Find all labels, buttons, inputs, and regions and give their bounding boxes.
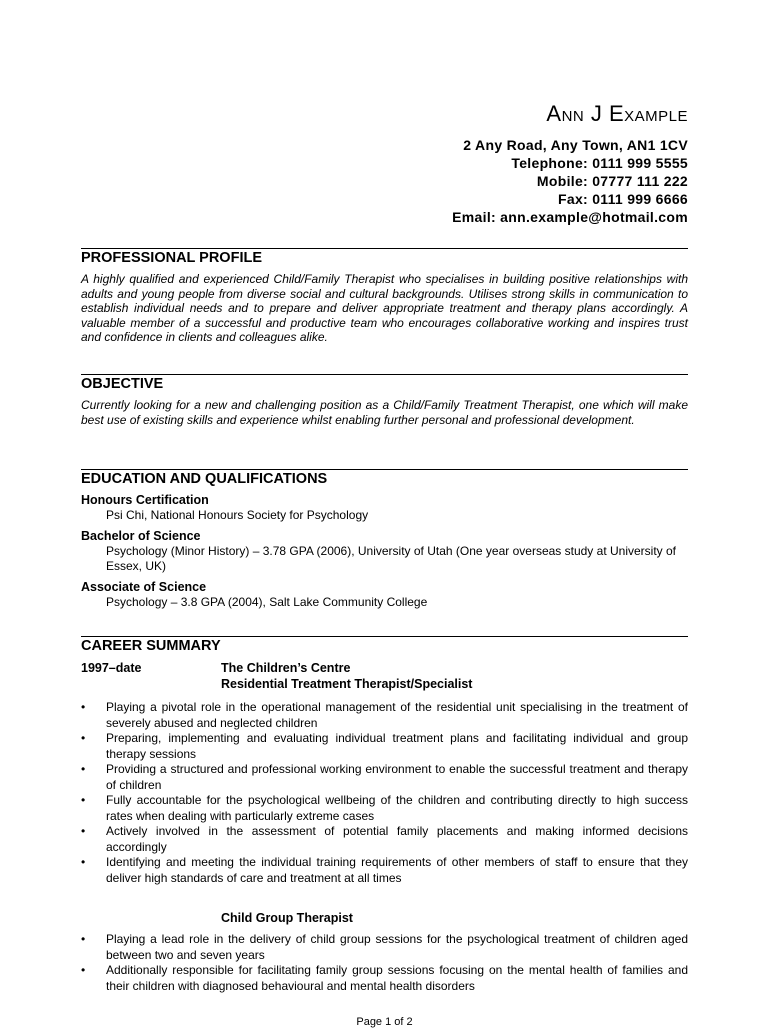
qualification-item	[81, 529, 688, 574]
job-bullet-list	[81, 700, 688, 886]
qualification-title: Associate of Science	[81, 580, 207, 594]
qualification-detail: Psi Chi, National Honours Society for Psychology	[106, 508, 369, 522]
bullet-glyph: •	[81, 793, 86, 807]
resume-header	[452, 100, 688, 226]
job-date: 1997–date	[81, 661, 142, 675]
education-heading: EDUCATION AND QUALIFICATIONS	[81, 469, 688, 487]
career-heading: CAREER SUMMARY	[81, 636, 688, 654]
email-line: Email: ann.example@hotmail.com	[452, 209, 688, 225]
list-item: • Fully accountable for the psychological wellbeing of the children and contributing directly to high success rates when dealing with particularly extreme cases	[81, 793, 688, 823]
qualification-detail: Psychology (Minor History) – 3.78 GPA (2006), University of Utah (One year overseas study at University of Essex, UK)	[106, 544, 676, 573]
bullet-glyph: •	[81, 855, 86, 869]
list-item: • Providing a structured and professional working environment to enable the successful treatment and therapy of children	[81, 762, 688, 792]
objective-heading: OBJECTIVE	[81, 374, 688, 392]
subrole-title: Child Group Therapist	[221, 911, 353, 925]
address-line: 2 Any Road, Any Town, AN1 1CV	[463, 137, 688, 153]
list-item: • Additionally responsible for facilitating family group sessions focusing on the mental health of families and their children with diagnosed behavioural and mental health disorders	[81, 963, 688, 993]
telephone-line: Telephone: 0111 999 5555	[511, 155, 688, 171]
resume-page	[81, 0, 688, 1028]
profile-section	[81, 248, 688, 345]
job-header	[81, 660, 688, 692]
qualification-item	[81, 493, 688, 523]
bullet-glyph: •	[81, 700, 86, 714]
fax-line: Fax: 0111 999 6666	[558, 191, 688, 207]
subrole-bullet-list	[81, 932, 688, 994]
qualification-title: Honours Certification	[81, 493, 209, 507]
bullet-glyph: •	[81, 963, 86, 977]
bullet-glyph: •	[81, 824, 86, 838]
objective-section	[81, 374, 688, 427]
list-item: • Identifying and meeting the individual training requirements of other members of staff to ensure that they deliver high standards of care and treatment at all times	[81, 855, 688, 885]
list-item: • Playing a pivotal role in the operational management of the residential unit specialising in the treatment of severely abused and neglected children	[81, 700, 688, 730]
list-item: • Actively involved in the assessment of potential family placements and making informed decisions accordingly	[81, 824, 688, 854]
bullet-glyph: •	[81, 932, 86, 946]
objective-text: Currently looking for a new and challenging position as a Child/Family Treatment Therapist, one which will make best use of existing skills and experience whilst enabling further personal and professional development.	[81, 398, 688, 427]
job-role: Residential Treatment Therapist/Specialist	[221, 677, 473, 691]
bullet-glyph: •	[81, 762, 86, 776]
education-section	[81, 469, 688, 616]
page-number: Page 1 of 2	[356, 1016, 413, 1028]
qualification-title: Bachelor of Science	[81, 529, 201, 543]
bullet-glyph: •	[81, 731, 86, 745]
qualification-detail: Psychology – 3.8 GPA (2004), Salt Lake Community College	[106, 595, 428, 609]
profile-heading: PROFESSIONAL PROFILE	[81, 248, 688, 266]
mobile-line: Mobile: 07777 111 222	[536, 173, 688, 189]
qualification-item	[81, 580, 688, 610]
candidate-name: Ann J Example	[546, 101, 688, 126]
profile-text: A highly qualified and experienced Child/Family Therapist who specialises in building positive relationships with adults and young people from diverse social and cultural backgrounds. Utilises strong skills in communication to establish individual needs and to prepare and deliver appropriate treatment and therapy plans accordingly. A valuable member of a successful and productive team who encourages collaborative working and inspires trust and confidence in clients and colleagues alike.	[81, 272, 688, 345]
career-section	[81, 636, 688, 994]
list-item: • Preparing, implementing and evaluating individual treatment plans and facilitating individual and group therapy sessions	[81, 731, 688, 761]
job-employer: The Children’s Centre	[221, 661, 351, 675]
list-item: • Playing a lead role in the delivery of child group sessions for the psychological treatment of children aged between two and seven years	[81, 932, 688, 962]
